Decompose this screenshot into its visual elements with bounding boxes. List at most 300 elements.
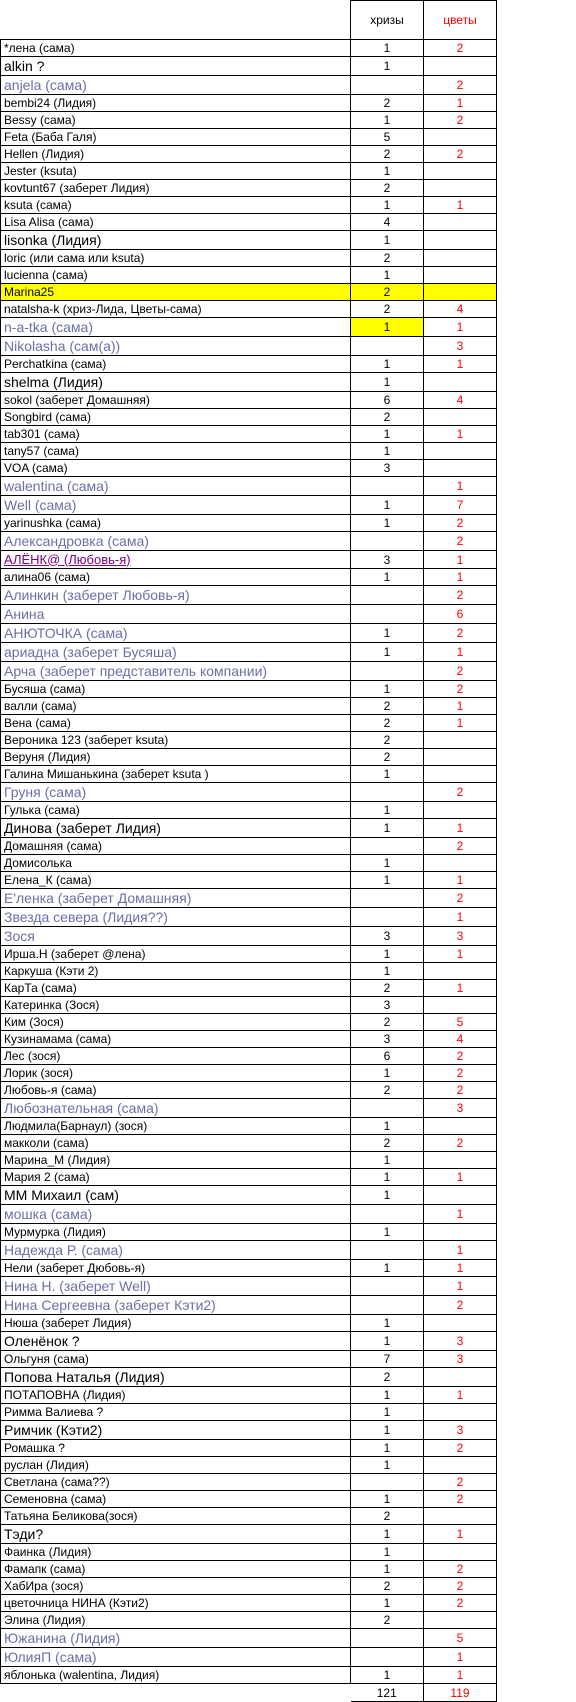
- flower-count: [424, 963, 497, 980]
- chrysanthemum-count: [351, 662, 424, 681]
- participant-name: Светлана (сама??): [1, 1474, 351, 1491]
- flower-count: 1: [424, 643, 497, 662]
- flower-count: [424, 284, 497, 301]
- participant-name: Алинкин (заберет Любовь-я): [1, 586, 351, 605]
- flower-count: [424, 1612, 497, 1629]
- participant-name: Елена_К (сама): [1, 872, 351, 889]
- table-row: [1, 1457, 497, 1474]
- table-row: [1, 872, 497, 889]
- chrysanthemum-count: 1: [351, 681, 424, 698]
- participant-name: shelma (Лидия): [1, 373, 351, 392]
- flower-count: [424, 1508, 497, 1525]
- flower-count: [424, 163, 497, 180]
- header-flowers: цветы: [424, 1, 497, 40]
- header-row: [1, 1, 497, 40]
- chrysanthemum-count: 1: [351, 197, 424, 214]
- participant-name: Катеринка (Зося): [1, 997, 351, 1014]
- flower-count: [424, 1152, 497, 1169]
- chrysanthemum-count: 1: [351, 963, 424, 980]
- participant-name: Е'ленка (заберет Домашняя): [1, 889, 351, 908]
- participant-name: Анина: [1, 605, 351, 624]
- participant-name: Ким (Зося): [1, 1014, 351, 1031]
- flower-count: 2: [424, 889, 497, 908]
- table-row: [1, 477, 497, 496]
- flower-count: [424, 129, 497, 146]
- table-row: [1, 318, 497, 337]
- chrysanthemum-count: [351, 337, 424, 356]
- chrysanthemum-count: 1: [351, 1332, 424, 1351]
- total-flowers: 119: [424, 1684, 497, 1702]
- table-row: [1, 1277, 497, 1296]
- flower-count: 1: [424, 1387, 497, 1404]
- participant-name: Hellen (Лидия): [1, 146, 351, 163]
- flower-count: [424, 1186, 497, 1205]
- flower-count: 1: [424, 1525, 497, 1544]
- table-row: [1, 496, 497, 515]
- participant-name: Well (сама): [1, 496, 351, 515]
- flower-count: [424, 997, 497, 1014]
- chrysanthemum-count: 1: [351, 1457, 424, 1474]
- chrysanthemum-count: 1: [351, 819, 424, 838]
- participant-name: sokol (заберет Домашняя): [1, 392, 351, 409]
- table-row: [1, 1612, 497, 1629]
- participant-name: цветочница НИНА (Кэти2): [1, 1595, 351, 1612]
- header-name-cell: [1, 1, 351, 40]
- header-chrysanthemums: хризы: [351, 1, 424, 40]
- flower-count: 1: [424, 95, 497, 112]
- flower-count: [424, 766, 497, 783]
- table-row: [1, 112, 497, 129]
- participant-name: walentina (сама): [1, 477, 351, 496]
- flower-count: 3: [424, 1099, 497, 1118]
- flower-count: 1: [424, 1205, 497, 1224]
- chrysanthemum-count: 1: [351, 163, 424, 180]
- table-row: [1, 855, 497, 872]
- table-row: [1, 1332, 497, 1351]
- table-row: [1, 250, 497, 267]
- flower-count: [424, 180, 497, 197]
- table-row: [1, 1525, 497, 1544]
- participant-name: Perchatkina (сама): [1, 356, 351, 373]
- flower-count: 2: [424, 1474, 497, 1491]
- chrysanthemum-count: 1: [351, 766, 424, 783]
- chrysanthemum-count: 1: [351, 426, 424, 443]
- table-row: [1, 1595, 497, 1612]
- chrysanthemum-count: 1: [351, 569, 424, 586]
- chrysanthemum-count: 1: [351, 1387, 424, 1404]
- participant-name: Нюша (заберет Лидия): [1, 1315, 351, 1332]
- table-row: [1, 392, 497, 409]
- table-row: [1, 963, 497, 980]
- participant-name: ПОТАПОВНА (Лидия): [1, 1387, 351, 1404]
- participant-name: Bessy (сама): [1, 112, 351, 129]
- chrysanthemum-count: 1: [351, 267, 424, 284]
- chrysanthemum-count: 2: [351, 301, 424, 318]
- table-row: [1, 214, 497, 231]
- participant-name: Марина_М (Лидия): [1, 1152, 351, 1169]
- table-row: [1, 1065, 497, 1082]
- chrysanthemum-count: 1: [351, 1404, 424, 1421]
- flower-count: 1: [424, 1648, 497, 1667]
- table-row: [1, 1315, 497, 1332]
- participant-name: Фаинка (Лидия): [1, 1544, 351, 1561]
- flower-count: 1: [424, 698, 497, 715]
- participant-name: руслан (Лидия): [1, 1457, 351, 1474]
- participant-name: Мурмурка (Лидия): [1, 1224, 351, 1241]
- participant-name: АНЮТОЧКА (сама): [1, 624, 351, 643]
- flower-count: 1: [424, 715, 497, 732]
- flower-count: 2: [424, 146, 497, 163]
- table-row: [1, 980, 497, 997]
- participant-name: Арча (заберет представитель компании): [1, 662, 351, 681]
- chrysanthemum-count: [351, 838, 424, 855]
- participant-name: Людмила(Барнаул) (зося): [1, 1118, 351, 1135]
- table-row: [1, 460, 497, 477]
- chrysanthemum-count: 6: [351, 1048, 424, 1065]
- chrysanthemum-count: 2: [351, 1578, 424, 1595]
- table-row: [1, 146, 497, 163]
- participant-name: Татьяна Беликова(зося): [1, 1508, 351, 1525]
- chrysanthemum-count: 2: [351, 1368, 424, 1387]
- chrysanthemum-count: 2: [351, 180, 424, 197]
- chrysanthemum-count: 1: [351, 1169, 424, 1186]
- participant-name: Feta (Баба Галя): [1, 129, 351, 146]
- flower-count: 1: [424, 908, 497, 927]
- flower-count: 2: [424, 1296, 497, 1315]
- chrysanthemum-count: 2: [351, 980, 424, 997]
- table-row: [1, 715, 497, 732]
- table-row: [1, 889, 497, 908]
- chrysanthemum-count: 1: [351, 946, 424, 963]
- flower-count: 5: [424, 1629, 497, 1648]
- chrysanthemum-count: [351, 1205, 424, 1224]
- participant-name: loric (или сама или ksuta): [1, 250, 351, 267]
- table-row: [1, 1387, 497, 1404]
- table-row: [1, 40, 497, 57]
- participant-name: Попова Наталья (Лидия): [1, 1368, 351, 1387]
- participant-name: Галина Мишанькина (заберет ksuta ): [1, 766, 351, 783]
- flower-count: 7: [424, 496, 497, 515]
- chrysanthemum-count: [351, 76, 424, 95]
- participant-name: Нина Н. (заберет Well): [1, 1277, 351, 1296]
- flower-count: 1: [424, 1277, 497, 1296]
- participant-name: ХабИра (зося): [1, 1578, 351, 1595]
- total-chrysanthemums: 121: [351, 1684, 424, 1702]
- chrysanthemum-count: 6: [351, 392, 424, 409]
- table-row: [1, 267, 497, 284]
- table-row: [1, 569, 497, 586]
- participant-name: Домашняя (сама): [1, 838, 351, 855]
- flower-count: [424, 1404, 497, 1421]
- chrysanthemum-count: 1: [351, 1152, 424, 1169]
- table-row: [1, 838, 497, 855]
- flower-count: 2: [424, 76, 497, 95]
- flower-count: 2: [424, 1561, 497, 1578]
- chrysanthemum-count: 1: [351, 356, 424, 373]
- table-row: [1, 1491, 497, 1508]
- flower-count: 2: [424, 1440, 497, 1457]
- table-row: [1, 1404, 497, 1421]
- flower-count: [424, 732, 497, 749]
- totals-row: [1, 1684, 497, 1702]
- table-row: [1, 1260, 497, 1277]
- table-row: [1, 1440, 497, 1457]
- participant-name: Александровка (сама): [1, 532, 351, 551]
- chrysanthemum-count: 1: [351, 1525, 424, 1544]
- table-row: [1, 1048, 497, 1065]
- chrysanthemum-count: 3: [351, 1031, 424, 1048]
- chrysanthemum-count: [351, 1629, 424, 1648]
- participant-name: Каркуша (Кэти 2): [1, 963, 351, 980]
- table-row: [1, 624, 497, 643]
- flower-count: [424, 1457, 497, 1474]
- participant-name: alkin ?: [1, 57, 351, 76]
- flower-count: 2: [424, 40, 497, 57]
- flower-count: [424, 1224, 497, 1241]
- table-row: [1, 443, 497, 460]
- flower-count: [424, 231, 497, 250]
- flower-count: 3: [424, 337, 497, 356]
- table-row: [1, 515, 497, 532]
- participant-name: Jester (ksuta): [1, 163, 351, 180]
- flower-count: 2: [424, 838, 497, 855]
- participant-name: Вероника 123 (заберет ksuta): [1, 732, 351, 749]
- chrysanthemum-count: 1: [351, 802, 424, 819]
- flower-count: 2: [424, 662, 497, 681]
- table-row: [1, 1118, 497, 1135]
- table-row: [1, 681, 497, 698]
- flower-count: 2: [424, 1595, 497, 1612]
- chrysanthemum-count: 1: [351, 872, 424, 889]
- chrysanthemum-count: 2: [351, 95, 424, 112]
- table-row: [1, 783, 497, 802]
- table-row: [1, 927, 497, 946]
- chrysanthemum-count: 5: [351, 129, 424, 146]
- table-row: [1, 1474, 497, 1491]
- participant-name: Груня (сама): [1, 783, 351, 802]
- participant-name: Marina25: [1, 284, 351, 301]
- table-row: [1, 1368, 497, 1387]
- flower-count: 1: [424, 1241, 497, 1260]
- chrysanthemum-count: 2: [351, 409, 424, 426]
- chrysanthemum-count: 1: [351, 1315, 424, 1332]
- participant-name: ksuta (сама): [1, 197, 351, 214]
- flower-count: 4: [424, 301, 497, 318]
- table-row: [1, 197, 497, 214]
- table-row: [1, 946, 497, 963]
- table-row: [1, 1099, 497, 1118]
- table-row: [1, 1014, 497, 1031]
- participant-name: Оленёнок ?: [1, 1332, 351, 1351]
- table-row: [1, 301, 497, 318]
- flower-count: 5: [424, 1014, 497, 1031]
- table-row: [1, 1152, 497, 1169]
- chrysanthemum-count: 3: [351, 927, 424, 946]
- participant-name: Любознательная (сама): [1, 1099, 351, 1118]
- table-row: [1, 1629, 497, 1648]
- table-row: [1, 1561, 497, 1578]
- flower-count: 1: [424, 318, 497, 337]
- chrysanthemum-count: 1: [351, 1595, 424, 1612]
- chrysanthemum-count: 7: [351, 1351, 424, 1368]
- chrysanthemum-count: [351, 1241, 424, 1260]
- table-row: [1, 1186, 497, 1205]
- flower-count: 1: [424, 551, 497, 569]
- flower-count: 1: [424, 819, 497, 838]
- participant-name: алина06 (сама): [1, 569, 351, 586]
- flower-count: 6: [424, 605, 497, 624]
- chrysanthemum-count: 1: [351, 443, 424, 460]
- flower-count: [424, 443, 497, 460]
- chrysanthemum-count: 2: [351, 732, 424, 749]
- flower-count: [424, 57, 497, 76]
- flower-count: 1: [424, 569, 497, 586]
- table-row: [1, 698, 497, 715]
- table-row: [1, 997, 497, 1014]
- chrysanthemum-count: [351, 783, 424, 802]
- flower-count: [424, 1315, 497, 1332]
- flower-count: 3: [424, 927, 497, 946]
- participant-name: яблонька (walentina, Лидия): [1, 1667, 351, 1684]
- flower-count: 1: [424, 426, 497, 443]
- flower-count: 2: [424, 624, 497, 643]
- chrysanthemum-count: 2: [351, 1082, 424, 1099]
- flower-count: 1: [424, 477, 497, 496]
- participant-name: Элина (Лидия): [1, 1612, 351, 1629]
- chrysanthemum-count: 1: [351, 1561, 424, 1578]
- chrysanthemum-count: [351, 1648, 424, 1667]
- participant-name: n-a-tka (сама): [1, 318, 351, 337]
- chrysanthemum-count: 3: [351, 460, 424, 477]
- participant-name: Семеновна (сама): [1, 1491, 351, 1508]
- chrysanthemum-count: 1: [351, 1118, 424, 1135]
- flower-count: 2: [424, 532, 497, 551]
- table-row: [1, 95, 497, 112]
- table-row: [1, 819, 497, 838]
- flower-count: [424, 749, 497, 766]
- flower-count: [424, 409, 497, 426]
- participant-name: Веруня (Лидия): [1, 749, 351, 766]
- participant-name: kovtunt67 (заберет Лидия): [1, 180, 351, 197]
- table-row: [1, 766, 497, 783]
- participant-name: КарТа (сама): [1, 980, 351, 997]
- chrysanthemum-count: 3: [351, 997, 424, 1014]
- flower-count: 2: [424, 112, 497, 129]
- chrysanthemum-count: [351, 889, 424, 908]
- participant-name: anjela (сама): [1, 76, 351, 95]
- participant-name: Нина Сергеевна (заберет Кэти2): [1, 1296, 351, 1315]
- participant-name: Кузинамама (сама): [1, 1031, 351, 1048]
- flower-count: [424, 214, 497, 231]
- participant-name: Нели (заберет Дюбовь-я): [1, 1260, 351, 1277]
- participant-name: Звезда севера (Лидия??): [1, 908, 351, 927]
- participant-name: bembi24 (Лидия): [1, 95, 351, 112]
- flower-count: [424, 855, 497, 872]
- table-row: [1, 662, 497, 681]
- table-row: [1, 1421, 497, 1440]
- table-row: [1, 749, 497, 766]
- table-row: [1, 802, 497, 819]
- table-row: [1, 908, 497, 927]
- participant-name: Nikolasha (сам(а)): [1, 337, 351, 356]
- flower-count: 2: [424, 515, 497, 532]
- flower-count: 2: [424, 681, 497, 698]
- participant-name: Надежда Р. (сама): [1, 1241, 351, 1260]
- participant-name: natalsha-k (хриз-Лида, Цветы-сама): [1, 301, 351, 318]
- chrysanthemum-count: [351, 532, 424, 551]
- participant-name: Вена (сама): [1, 715, 351, 732]
- table-row: [1, 163, 497, 180]
- chrysanthemum-count: 1: [351, 1491, 424, 1508]
- flower-count: 1: [424, 1260, 497, 1277]
- chrysanthemum-count: 1: [351, 231, 424, 250]
- chrysanthemum-count: 1: [351, 1544, 424, 1561]
- table-row: [1, 532, 497, 551]
- flower-count: 2: [424, 1082, 497, 1099]
- chrysanthemum-count: 2: [351, 1612, 424, 1629]
- chrysanthemum-count: [351, 477, 424, 496]
- table-row: [1, 1648, 497, 1667]
- chrysanthemum-count: [351, 1099, 424, 1118]
- table-row: [1, 551, 497, 569]
- flower-count: [424, 460, 497, 477]
- participant-name: tab301 (сама): [1, 426, 351, 443]
- table-row: [1, 284, 497, 301]
- table-row: [1, 373, 497, 392]
- participant-name: *лена (сама): [1, 40, 351, 57]
- participant-name: Южанина (Лидия): [1, 1629, 351, 1648]
- flower-count: [424, 250, 497, 267]
- participant-name: Римма Валиева ?: [1, 1404, 351, 1421]
- table-row: [1, 1031, 497, 1048]
- participant-name: мошка (сама): [1, 1205, 351, 1224]
- totals-spacer: [1, 1684, 351, 1702]
- table-row: [1, 1224, 497, 1241]
- chrysanthemum-count: 2: [351, 1135, 424, 1152]
- chrysanthemum-count: 1: [351, 318, 424, 337]
- chrysanthemum-count: 1: [351, 855, 424, 872]
- chrysanthemum-count: 3: [351, 551, 424, 569]
- participant-name: Гулька (сама): [1, 802, 351, 819]
- table-row: [1, 1578, 497, 1595]
- flower-count: [424, 267, 497, 284]
- table-row: [1, 1508, 497, 1525]
- participant-name: Римчик (Кэти2): [1, 1421, 351, 1440]
- chrysanthemum-count: 2: [351, 1508, 424, 1525]
- chrysanthemum-count: 1: [351, 1440, 424, 1457]
- flower-count: 1: [424, 356, 497, 373]
- table-row: [1, 426, 497, 443]
- flower-count: 4: [424, 392, 497, 409]
- chrysanthemum-count: 1: [351, 1224, 424, 1241]
- chrysanthemum-count: 2: [351, 1014, 424, 1031]
- participant-name: валли (сама): [1, 698, 351, 715]
- table-row: [1, 1351, 497, 1368]
- chrysanthemum-count: 1: [351, 40, 424, 57]
- participant-name: Домисолька: [1, 855, 351, 872]
- participant-name: ММ Михаил (сам): [1, 1186, 351, 1205]
- table-row: [1, 643, 497, 662]
- flower-count: 2: [424, 1135, 497, 1152]
- flower-count: [424, 1544, 497, 1561]
- table-row: [1, 1241, 497, 1260]
- chrysanthemum-count: 1: [351, 57, 424, 76]
- chrysanthemum-count: 1: [351, 1260, 424, 1277]
- chrysanthemum-count: [351, 586, 424, 605]
- flower-count: 3: [424, 1421, 497, 1440]
- participant-name: АЛЁНК@ (Любовь-я): [1, 551, 351, 569]
- table-row: [1, 180, 497, 197]
